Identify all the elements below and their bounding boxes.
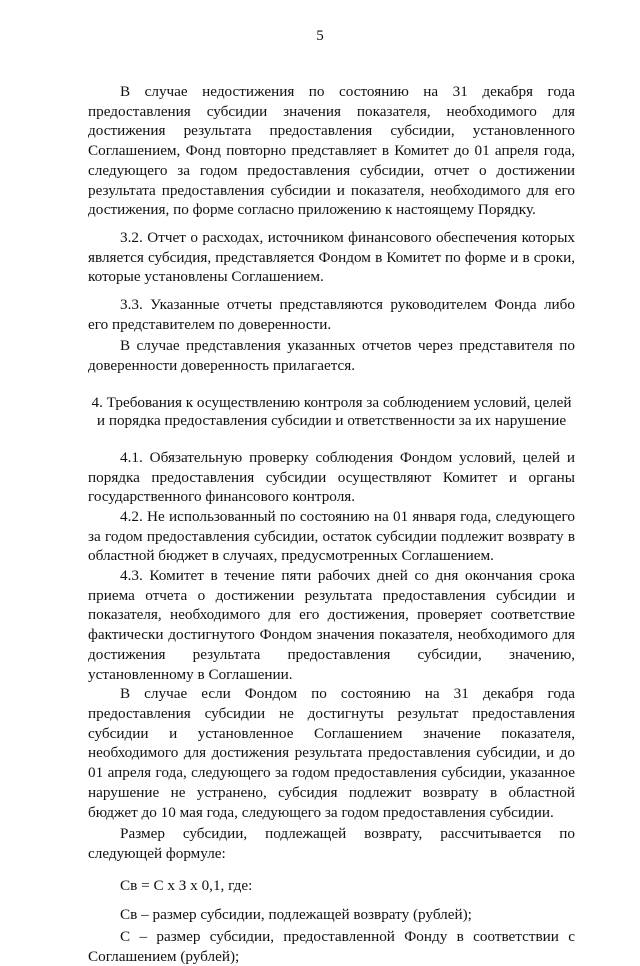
paragraph: 4.3. Комитет в течение пяти рабочих дней со дня окончания срока приема отчета о достижении результата предоставления субсидии и показателя, необходимого для его достижения, проверяет соответствие фактически достигнутого Фондом значения показателя, необходимого для достижения результата предоставления субсидии, значению, установленному в Соглашении. <box>88 567 575 683</box>
paragraph: 4.2. Не использованный по состоянию на 01 января года, следующего за годом предоставления субсидии, остаток субсидии подлежит возврату в областной бюджет в случаях, предусмотренных Соглашением. <box>88 507 575 565</box>
paragraph: 3.2. Отчет о расходах, источником финансового обеспечения которых является субсидия, представляется Фондом в Комитет по форме и в сроки, которые установлены Соглашением. <box>88 228 575 286</box>
paragraph: Размер субсидии, подлежащей возврату, рассчитывается по следующей формуле: <box>88 825 575 862</box>
paragraph: 3.3. Указанные отчеты представляются руководителем Фонда либо его представителем по доверенности. <box>88 296 575 333</box>
section-heading-line: 4. Требования к осуществлению контроля за соблюдением условий, целей <box>91 393 572 411</box>
document-body <box>88 82 575 966</box>
paragraph: В случае представления указанных отчетов через представителя по доверенности доверенность прилагается. <box>88 337 575 375</box>
formula: Св = С х З х 0,1, где: <box>120 876 253 894</box>
definition: Св – размер субсидии, подлежащей возврату (рублей); <box>120 906 472 924</box>
paragraph: В случае недостижения по состоянию на 31 декабря года предоставления субсидии значения показателя, необходимого для достижения результата предоставления субсидии, установленного Соглашением, Фонд повторно представляет в Комитет до 01 апреля года, следующего за годом предоставления субсидии, отчет о достижении результата предоставления субсидии и показателя, необходимого для его достижения, по форме согласно приложению к настоящему Порядку. <box>88 83 575 219</box>
section-heading <box>88 394 575 430</box>
page-number: 5 <box>316 28 324 44</box>
definition: С – размер субсидии, предоставленной Фонду в соответствии с Соглашением (рублей); <box>88 928 575 965</box>
paragraph: 4.1. Обязательную проверку соблюдения Фондом условий, целей и порядка предоставления субсидии осуществляют Комитет и органы государственного финансового контроля. <box>88 448 575 506</box>
section-heading-line: и порядка предоставления субсидии и ответственности за их нарушение <box>96 411 567 429</box>
paragraph: В случае если Фондом по состоянию на 31 декабря года предоставления субсидии не достигнуты результат предоставления субсидии и установленное Соглашением значение показателя, необходимого для достижения результата предоставления субсидии, и до 01 апреля года, следующего за годом предоставления субсидии, указанное нарушение не устранено, субсидия подлежит возврату в областной бюджет до 10 мая года, следующего за годом предоставления субсидии. <box>88 685 575 821</box>
